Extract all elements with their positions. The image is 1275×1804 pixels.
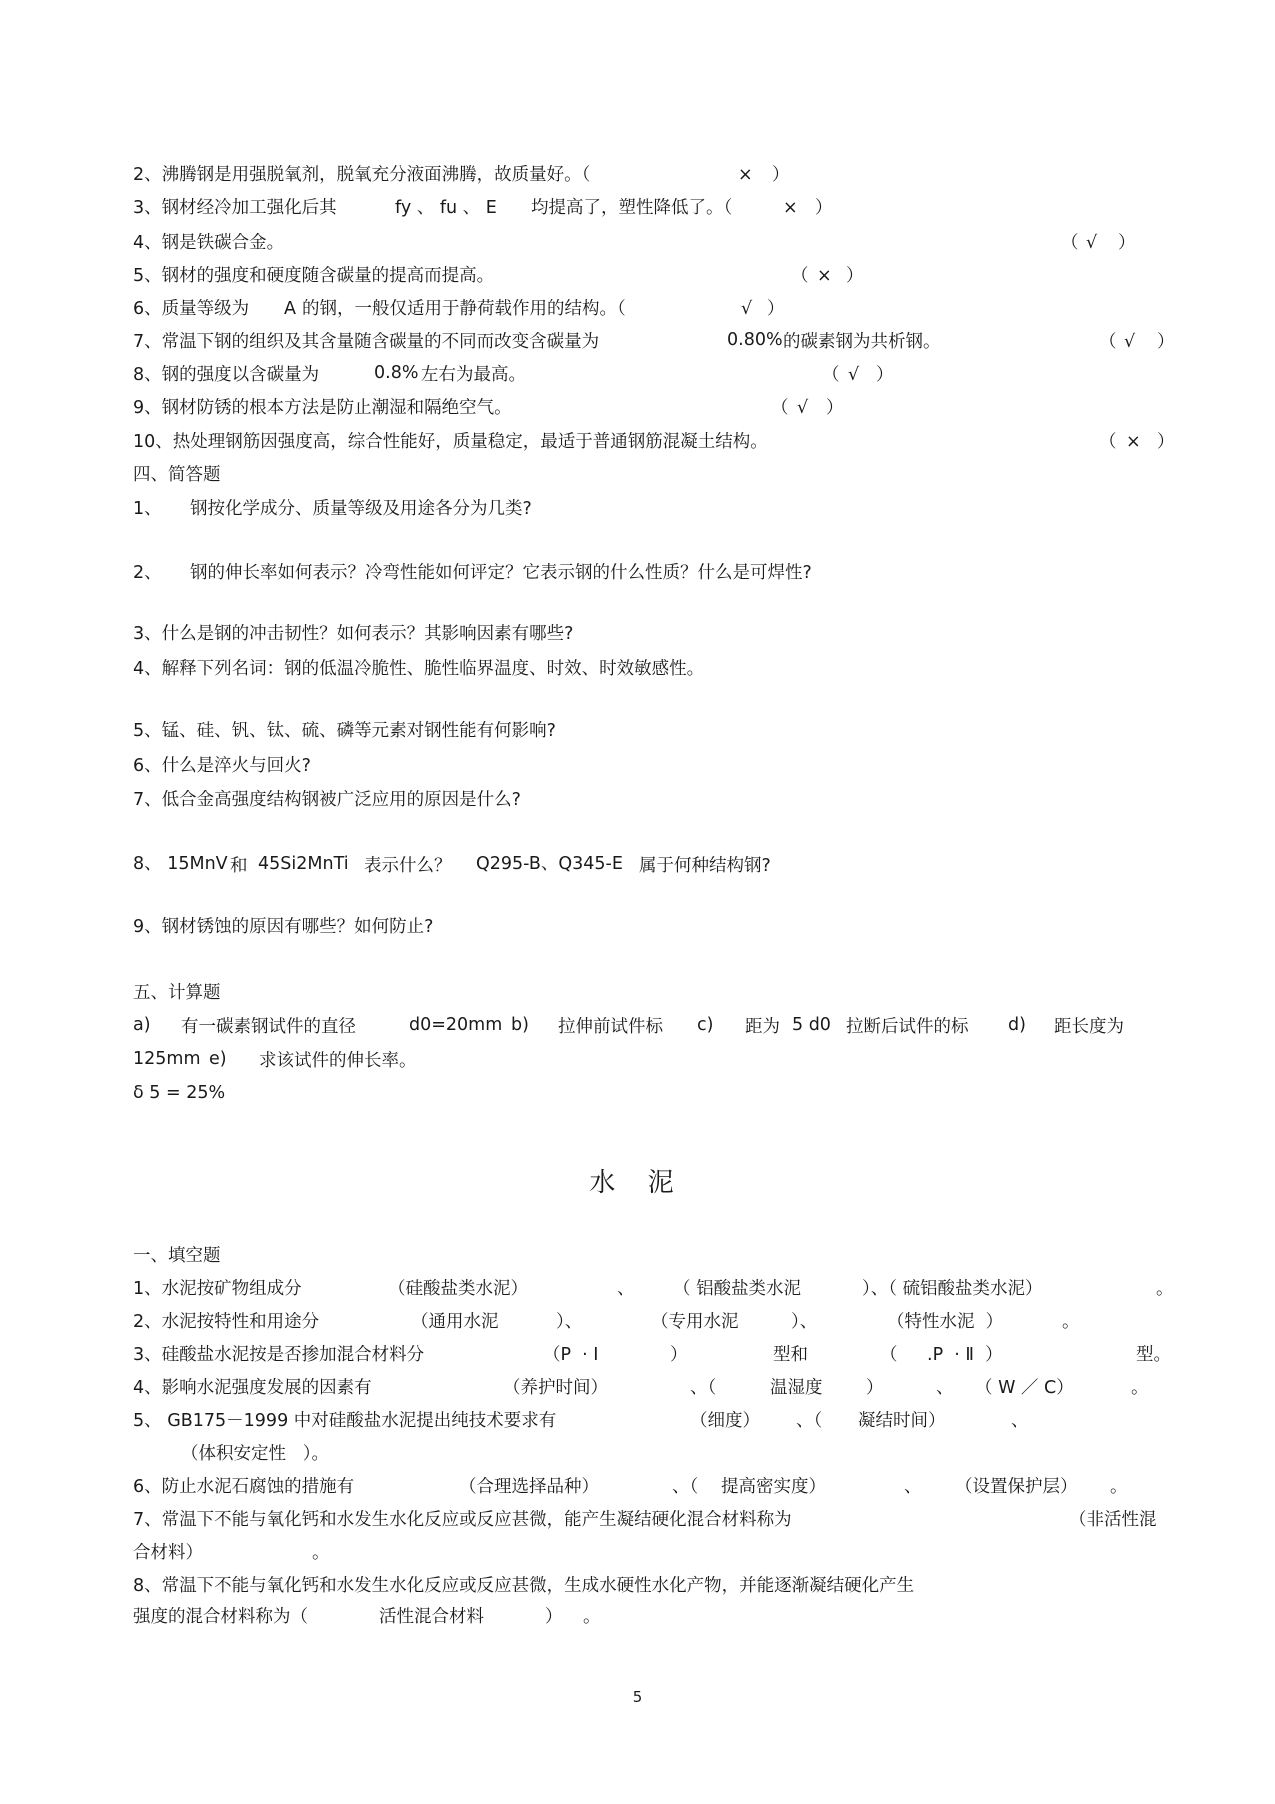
judge-close: ） xyxy=(772,165,790,185)
judge-item-3 xyxy=(133,196,337,220)
fill-5-sep-a: 、（ xyxy=(796,1411,823,1431)
question-7: 7、低合金高强度结构钢被广泛应用的原因是什么? xyxy=(133,790,521,810)
judge-mark: √ xyxy=(1086,233,1098,253)
fill-3-end: 型。 xyxy=(1136,1345,1171,1365)
judge-percent: 0.80% xyxy=(727,330,783,350)
judge-text: 4、钢是铁碳合金。 xyxy=(133,233,285,253)
judge-close: ） xyxy=(1157,332,1175,352)
fill-1-answer-b: （ 铝酸盐类水泥 xyxy=(673,1279,802,1299)
judge-text-tail: 的碳素钢为共析钢。 xyxy=(783,332,941,352)
judge-text: 3、钢材经冷加工强化后其 xyxy=(133,198,337,218)
question-1-number: 1、 xyxy=(133,499,162,519)
fill-3-answer-b: .P · Ⅱ ） xyxy=(927,1345,1003,1365)
fill-6-answer-a: （合理选择品种） xyxy=(459,1477,599,1497)
section-heading-short-answer: 四、简答题 xyxy=(133,465,221,485)
fill-2-sep-b: ）、 xyxy=(791,1312,818,1332)
judge-text: 7、常温下钢的组织及其含量随含碳量的不同而改变含碳量为 xyxy=(133,332,600,352)
judge-close: ） xyxy=(846,266,864,286)
fill-4-sep-b: 、 xyxy=(936,1378,954,1398)
fill-3-open: （ xyxy=(880,1345,898,1365)
fill-1-answer-c: ）、（ 硫铝酸盐类水泥） xyxy=(862,1279,1043,1299)
fill-6-end: 。 xyxy=(1110,1477,1128,1497)
fill-4-answer-a: （养护时间） xyxy=(503,1378,608,1398)
calc-label-c: c) xyxy=(697,1015,714,1035)
chapter-title: 水 泥 xyxy=(589,1168,686,1198)
judge-close: ） xyxy=(767,299,785,319)
fill-8-close: ） xyxy=(545,1607,563,1627)
judge-text-tail: 的钢，一般仅适用于静荷载作用的结构。（ xyxy=(302,299,626,319)
fill-1-end: 。 xyxy=(1156,1279,1174,1299)
judge-item-10 xyxy=(133,430,768,454)
fill-5-answer-c: （体积安定性 ）。 xyxy=(181,1444,329,1464)
calc-label-a: a) xyxy=(133,1015,151,1035)
fill-4-answer-c: （ W ／ C） xyxy=(975,1378,1074,1398)
judge-mark: × xyxy=(783,198,798,218)
fill-6-answer-b: 提高密实度） xyxy=(721,1477,826,1497)
judge-text: 2、沸腾钢是用强脱氧剂，脱氧充分液面沸腾，故质量好。（ xyxy=(133,165,591,185)
fill-8-answer: 活性混合材料 xyxy=(379,1607,484,1627)
fill-3-sep-a: ） xyxy=(670,1345,688,1365)
judge-percent: 0.8% xyxy=(374,363,419,383)
calc-answer: δ 5 = 25% xyxy=(133,1083,226,1103)
calc-label-b: b) xyxy=(511,1015,529,1035)
judge-close: ） xyxy=(1118,233,1136,253)
question-1: 钢按化学成分、质量等级及用途各分为几类? xyxy=(190,499,532,519)
fill-1-answer-a: （硅酸盐类水泥） xyxy=(388,1279,528,1299)
fill-6-sep-a: 、（ xyxy=(672,1477,699,1497)
fill-3-type-and: 型和 xyxy=(773,1345,808,1365)
judge-open: （ xyxy=(1099,332,1117,352)
judge-close: ） xyxy=(815,198,833,218)
calc-label-d: d) xyxy=(1008,1015,1026,1035)
judge-open: （ xyxy=(791,266,809,286)
judge-open: （ xyxy=(1061,233,1079,253)
judge-text: 10、热处理钢筋因强度高，综合性能好，质量稳定，最适于普通钢筋混凝土结构。 xyxy=(133,432,768,452)
judge-close: ） xyxy=(1157,432,1175,452)
judge-open: （ xyxy=(771,398,789,418)
judge-item-4 xyxy=(133,231,284,255)
judge-mark: × xyxy=(817,266,832,286)
question-8-steel-a: 8、 15MnV xyxy=(133,854,228,874)
calc-text-e: 求该试件的伸长率。 xyxy=(259,1051,417,1071)
judge-text: 9、钢材防锈的根本方法是防止潮湿和隔绝空气。 xyxy=(133,398,512,418)
fill-5-answer-a: （细度） xyxy=(690,1411,760,1431)
fill-6-lead: 6、防止水泥石腐蚀的措施有 xyxy=(133,1477,355,1497)
judge-open: （ xyxy=(1099,432,1117,452)
fill-4-lead: 4、影响水泥强度发展的因素有 xyxy=(133,1378,372,1398)
judge-grade: A xyxy=(284,299,296,319)
judge-text-tail: 均提高了，塑性降低了。（ xyxy=(531,198,733,218)
fill-7-lead: 7、常温下不能与氧化钙和水发生水化反应或反应甚微，能产生凝结硬化混合材料称为 xyxy=(133,1510,792,1530)
question-8-grades: Q295-B、Q345-E xyxy=(476,854,623,874)
judge-text: 5、钢材的强度和硬度随含碳量的提高而提高。 xyxy=(133,266,495,286)
judge-text: 6、质量等级为 xyxy=(133,299,250,319)
fill-2-end: 。 xyxy=(1062,1312,1080,1332)
judge-mark: × xyxy=(1126,432,1141,452)
question-8-text: 表示什么？ xyxy=(364,856,452,876)
question-8-tail: 属于何种结构钢? xyxy=(639,856,771,876)
judge-item-5 xyxy=(133,264,494,288)
judge-item-9 xyxy=(133,396,512,420)
fill-8-lead-2: 强度的混合材料称为（ xyxy=(133,1607,308,1627)
judge-item-7 xyxy=(133,330,599,354)
judge-mark: × xyxy=(738,165,753,185)
calc-text-a: 有一碳素钢试件的直径 xyxy=(181,1017,356,1037)
fill-2-answer-c: （特性水泥 ） xyxy=(887,1312,1004,1332)
fill-2-sep-a: ）、 xyxy=(556,1312,583,1332)
judge-text-tail: 左右为最高。 xyxy=(421,365,526,385)
section-heading-calculation: 五、计算题 xyxy=(133,983,221,1003)
judge-open: （ xyxy=(822,365,840,385)
calc-length: 125mm xyxy=(133,1049,201,1069)
judge-item-6 xyxy=(133,297,249,321)
fill-7-answer-a: （非活性混 xyxy=(1069,1510,1157,1530)
fill-1-lead: 1、水泥按矿物组成分 xyxy=(133,1279,302,1299)
judge-item-8 xyxy=(133,363,319,387)
question-9: 9、钢材锈蚀的原因有哪些？如何防止? xyxy=(133,917,434,937)
fill-8-lead: 8、常温下不能与氧化钙和水发生水化反应或反应甚微，生成水硬性水化产物，并能逐渐凝结硬化产生 xyxy=(133,1576,915,1596)
page-number: 5 xyxy=(632,1688,643,1706)
fill-2-answer-b: （专用水泥 xyxy=(651,1312,739,1332)
fill-5-lead: 5、 GB175－1999 中对硅酸盐水泥提出纯技术要求有 xyxy=(133,1411,557,1431)
question-8-steel-b: 45Si2MnTi xyxy=(258,854,349,874)
fill-4-close-b: ） xyxy=(866,1378,884,1398)
judge-mark: √ xyxy=(741,299,753,319)
fill-6-sep-b: 、 xyxy=(904,1477,922,1497)
calc-gauge: 5 d0 xyxy=(792,1015,831,1035)
fill-2-lead: 2、水泥按特性和用途分 xyxy=(133,1312,320,1332)
fill-5-answer-b: 凝结时间） xyxy=(858,1411,946,1431)
judge-close: ） xyxy=(876,365,894,385)
calc-text-c2: 拉断后试件的标 xyxy=(846,1017,969,1037)
judge-mark: √ xyxy=(1124,332,1136,352)
calc-text-b: 拉伸前试件标 xyxy=(558,1017,663,1037)
fill-4-end: 。 xyxy=(1131,1378,1149,1398)
question-2-number: 2、 xyxy=(133,563,162,583)
fill-2-answer-a: （通用水泥 xyxy=(411,1312,499,1332)
fill-7-answer-tail: 合材料） xyxy=(133,1543,203,1563)
calc-text-d: 距长度为 xyxy=(1054,1017,1124,1037)
question-6: 6、什么是淬火与回火? xyxy=(133,756,311,776)
judge-close: ） xyxy=(826,398,844,418)
question-8-and: 和 xyxy=(230,856,248,876)
fill-1-sep: 、 xyxy=(617,1279,635,1299)
fill-4-answer-b: 温湿度 xyxy=(770,1378,823,1398)
fill-3-answer-a: （P · Ⅰ xyxy=(543,1345,599,1365)
question-3: 3、什么是钢的冲击韧性？如何表示？其影响因素有哪些? xyxy=(133,624,574,644)
calc-diameter: d0=20mm xyxy=(409,1015,503,1035)
calc-text-c: 距为 xyxy=(745,1017,780,1037)
fill-4-sep-a: 、（ xyxy=(690,1378,717,1398)
fill-5-sep-b: 、 xyxy=(1011,1411,1029,1431)
question-4: 4、解释下列名词：钢的低温冷脆性、脆性临界温度、时效、时效敏感性。 xyxy=(133,659,705,679)
section-heading-fill-blank: 一、填空题 xyxy=(133,1246,221,1266)
fill-3-lead: 3、硅酸盐水泥按是否掺加混合材料分 xyxy=(133,1345,425,1365)
question-8 xyxy=(133,852,228,876)
fill-6-answer-c: （设置保护层） xyxy=(955,1477,1078,1497)
question-2: 钢的伸长率如何表示？冷弯性能如何评定？它表示钢的什么性质？什么是可焊性? xyxy=(190,563,812,583)
judge-text: 8、钢的强度以含碳量为 xyxy=(133,365,320,385)
fill-8-end: 。 xyxy=(583,1607,601,1627)
judge-mark: √ xyxy=(797,398,809,418)
judge-mark: √ xyxy=(848,365,860,385)
fill-7-end: 。 xyxy=(312,1543,330,1563)
calc-label-e: e) xyxy=(209,1049,227,1069)
judge-item-2 xyxy=(133,163,590,187)
judge-formula: fy 、 fu 、 E xyxy=(395,198,497,218)
question-5: 5、锰、硅、钒、钛、硫、磷等元素对钢性能有何影响? xyxy=(133,721,556,741)
